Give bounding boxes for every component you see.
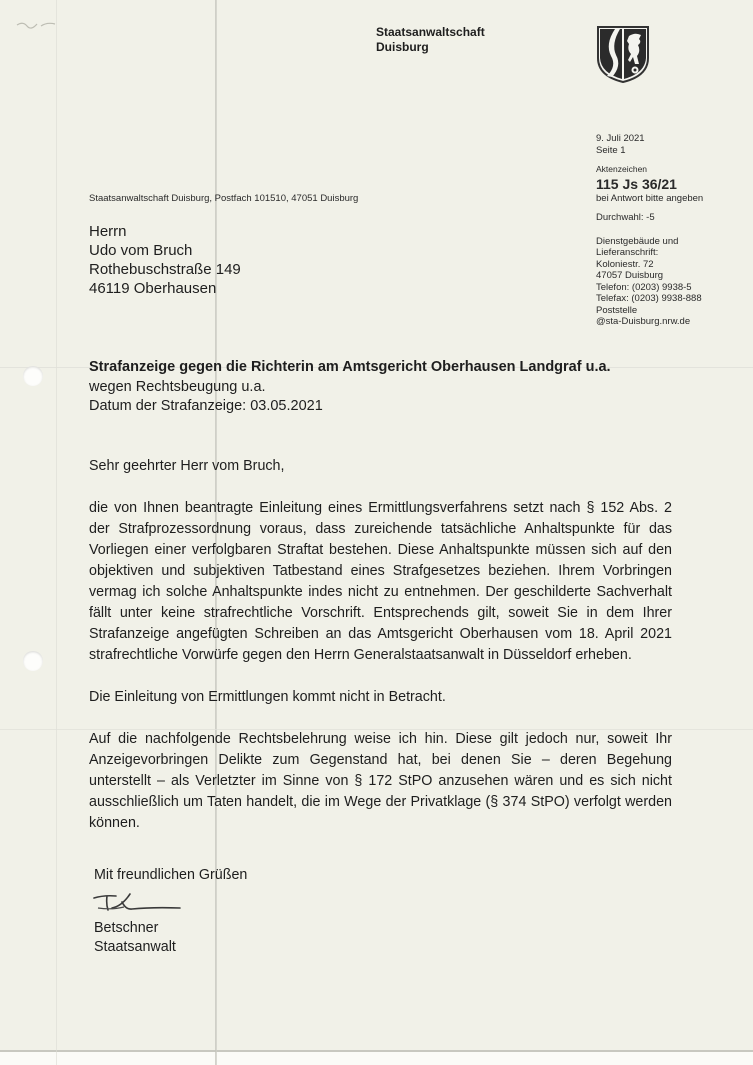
reference-note: bei Antwort bitte angeben [596,192,704,204]
signer-block [94,919,176,957]
subject-date: Datum der Strafanzeige: 03.05.2021 [89,398,323,414]
closing-regards: Mit freundlichen Grüßen [94,867,248,883]
office-street: Koloniestr. 72 [596,258,654,270]
letter-date: 9. Juli 2021 [596,133,645,144]
recipient-city: 46119 Oberhausen [89,280,217,297]
fold-line [56,0,57,1065]
handwritten-signature-icon [92,886,182,916]
office-phone: Telefon: (0203) 9938-5 [596,281,692,293]
reference-label: Aktenzeichen [596,164,648,174]
recipient-salutation: Herrn [89,223,127,240]
office-city: 47057 Duisburg [596,270,664,281]
letterhead-authority [376,25,485,55]
office-fax: Telefax: (0203) 9938-888 [596,293,702,304]
subject-title: Strafanzeige gegen die Richterin am Amtsgericht Oberhausen Landgraf u.a. [89,359,611,375]
pencil-mark-icon [15,18,60,30]
signer-title: Staatsanwalt [94,939,176,955]
subject-block [89,358,611,417]
letter-body [89,456,672,834]
phone-extension: Durchwahl: -5 [596,212,655,223]
greeting: Sehr geehrter Herr vom Bruch, [89,458,285,474]
body-paragraph: Auf die nachfolgende Rechtsbelehrung weise ich hin. Diese gilt jedoch nur, soweit Ihr Anzeigevorbringen Delikte zum Gegenstand hat, bei denen Sie – deren Begehung unterstellt – als Verletzter im Sinne von § 172 StPO anzusehen wären und es sich nicht ausschließlich um Taten handelt, die im Wege der Privatklage (§ 374 StPO) verfolgt werden können. [89,731,672,831]
return-address: Staatsanwaltschaft Duisburg, Postfach 101510, 47051 Duisburg [89,193,359,204]
email-label: Poststelle [596,304,638,316]
signer-name: Betschner [94,920,159,936]
recipient-street: Rothebuschstraße 149 [89,261,241,278]
punch-hole [23,366,43,386]
recipient-address [89,222,241,298]
office-label: Lieferanschrift: [596,247,659,258]
reference-number: 115 Js 36/21 [596,175,677,192]
punch-hole [23,651,43,671]
office-label: Dienstgebäude und [596,235,679,247]
authority-name: Staatsanwaltschaft [376,25,485,39]
page-number: Seite 1 [596,144,626,156]
office-email: @sta-Duisburg.nrw.de [596,316,691,327]
body-paragraph: Die Einleitung von Ermittlungen kommt nicht in Betracht. [89,689,446,705]
body-paragraph: die von Ihnen beantragte Einleitung eines Ermittlungsverfahrens setzt nach § 152 Abs. 2 der Strafprozessordnung voraus, dass zureichende tatsächliche Anhaltspunkte für das Vorliegen einer verfolgbaren Straftat bestehen. Diese Anhaltspunkte müssen sich auf den objektiven und subjektiven Tatbestand eines Strafgesetzes beziehen. Ihrem Vorbringen vermag ich solche Anhaltspunkte indes nicht zu entnehmen. Der geschilderte Sachverhalt fällt unter keine strafrechtliche Vorschrift. Entsprechends gilt, soweit Sie in dem Ihrer Strafanzeige angefügten Schreiben an das Amtsgericht Oberhausen vom 18. April 2021 strafrechtliche Vorwürfe gegen den Herrn Generalstaatsanwalt in Düsseldorf erheben. [89,500,672,663]
letter-sidebar [596,133,703,328]
authority-city: Duisburg [376,40,429,54]
recipient-name: Udo vom Bruch [89,242,193,259]
subject-line: wegen Rechtsbeugung u.a. [89,378,266,395]
scan-background [0,1052,753,1065]
nrw-coat-of-arms-icon [595,24,651,84]
